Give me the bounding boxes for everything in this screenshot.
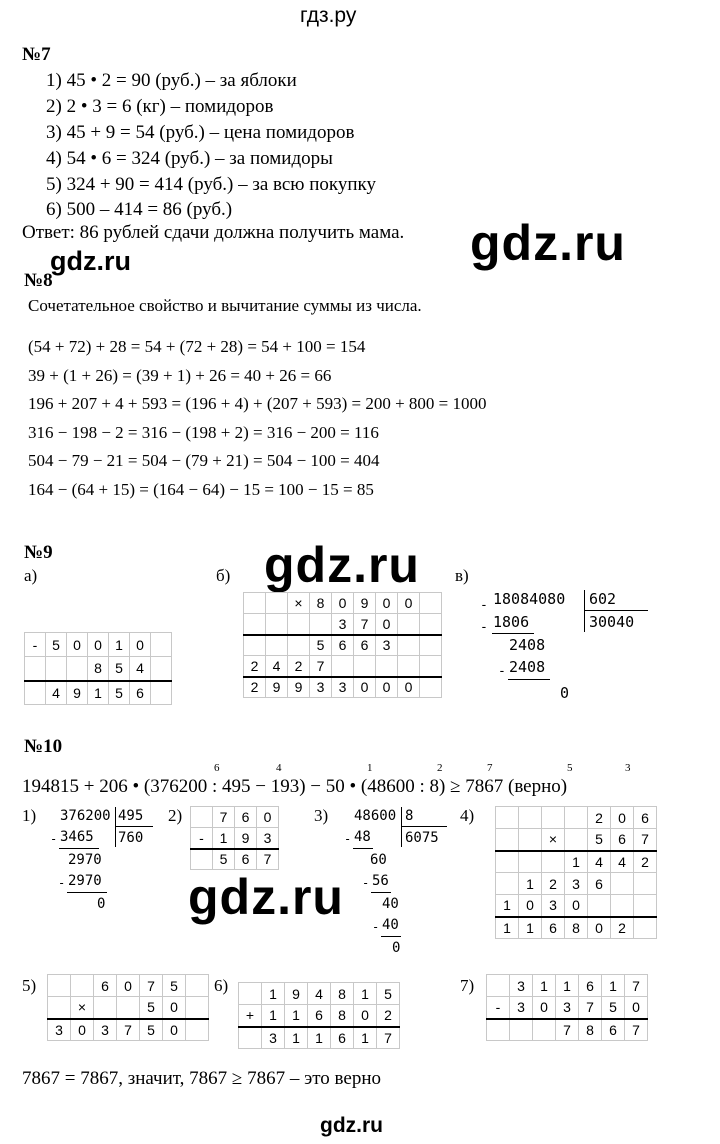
order-mark: 3 xyxy=(625,762,631,774)
digit: 9 xyxy=(235,828,257,849)
subtrahend: 40 xyxy=(382,917,399,933)
digit: 2 xyxy=(244,656,266,677)
t9b-multiplication-grid xyxy=(243,592,442,698)
quotient: 30040 xyxy=(589,613,635,631)
digit: 9 xyxy=(354,593,376,614)
digit: 5 xyxy=(109,681,130,705)
watermark-small-1: gdz.ru xyxy=(50,246,131,276)
digit: 7 xyxy=(117,1019,140,1041)
digit: 0 xyxy=(376,677,398,698)
digit: 1 xyxy=(602,975,625,997)
t10-d6-addition-grid xyxy=(238,982,400,1049)
digit: 2 xyxy=(244,677,266,698)
task-8-title: №8 xyxy=(24,270,53,291)
digit: 2 xyxy=(377,1005,400,1027)
dividend: 18084080 xyxy=(493,590,566,608)
t7-line-2: 2) 2 • 3 = 6 (кг) – помидоров xyxy=(46,96,274,117)
t9-label-a: а) xyxy=(24,566,38,585)
t7-answer: Ответ: 86 рублей сдачи должна получить мама. xyxy=(22,222,405,243)
t7-line-5: 5) 324 + 90 = 414 (руб.) – за всю покупку xyxy=(46,174,377,195)
digit: 4 xyxy=(588,851,611,873)
divisor: 495 xyxy=(118,808,144,824)
digit: 4 xyxy=(266,656,288,677)
digit: 9 xyxy=(67,681,88,705)
digit: 6 xyxy=(130,681,151,705)
digit: 1 xyxy=(213,828,235,849)
digit: 1 xyxy=(519,917,542,939)
remainder: 0 xyxy=(97,896,106,912)
watermark-big-3: gdz.ru xyxy=(188,869,344,925)
t10-label-5: 5) xyxy=(22,976,37,995)
digit: 8 xyxy=(331,1005,354,1027)
digit: 5 xyxy=(163,975,186,997)
digit: 8 xyxy=(565,917,588,939)
digit: 6 xyxy=(542,917,565,939)
remainder-step: 2408 xyxy=(509,636,546,654)
divisor: 602 xyxy=(589,590,617,608)
t10-label-1: 1) xyxy=(22,806,37,825)
digit: 0 xyxy=(332,593,354,614)
t8-subtitle: Сочетательное свойство и вычитание суммы из числа. xyxy=(28,296,422,315)
digit: 6 xyxy=(634,807,657,829)
digit: 3 xyxy=(48,1019,71,1041)
minus-sign: - xyxy=(372,920,380,934)
digit: 7 xyxy=(625,1019,648,1041)
digit: 3 xyxy=(510,997,533,1019)
plus-sign: + xyxy=(239,1005,262,1027)
digit: 1 xyxy=(88,681,109,705)
task-10-title: №10 xyxy=(24,736,63,757)
t10-label-4: 4) xyxy=(460,806,475,825)
t7-line-6: 6) 500 – 414 = 86 (руб.) xyxy=(46,199,233,220)
digit: 6 xyxy=(588,873,611,895)
digit: 4 xyxy=(611,851,634,873)
digit: 7 xyxy=(625,975,648,997)
subtrahend: 2408 xyxy=(509,658,546,676)
digit: 9 xyxy=(285,983,308,1005)
remainder-step: 2970 xyxy=(68,852,102,868)
t8-line-1: (54 + 72) + 28 = 54 + (72 + 28) = 54 + 100 = 154 xyxy=(28,337,366,356)
order-mark: 6 xyxy=(214,762,220,774)
digit: 7 xyxy=(634,829,657,851)
order-mark: 1 xyxy=(367,762,373,774)
digit: 9 xyxy=(266,677,288,698)
minus-sign: - xyxy=(498,664,506,679)
digit: 1 xyxy=(285,1027,308,1049)
digit: 2 xyxy=(288,656,310,677)
digit: 7 xyxy=(310,656,332,677)
digit: 5 xyxy=(602,997,625,1019)
digit: 3 xyxy=(510,975,533,997)
t10-expression: 194815 + 206 • (376200 : 495 − 193) − 50 • (48600 : 8) ≥ 7867 (верно) xyxy=(22,776,568,797)
digit: 5 xyxy=(109,657,130,681)
remainder-step: 60 xyxy=(370,852,387,868)
digit: 2 xyxy=(588,807,611,829)
digit: 5 xyxy=(140,1019,163,1041)
digit: 1 xyxy=(354,1027,377,1049)
digit: 7 xyxy=(556,1019,579,1041)
digit: 3 xyxy=(332,614,354,635)
times-sign: × xyxy=(288,593,310,614)
subtrahend: 48 xyxy=(354,829,371,845)
t9a-subtraction-grid xyxy=(24,632,172,705)
digit: 1 xyxy=(519,873,542,895)
digit: 0 xyxy=(67,633,88,657)
times-sign: × xyxy=(542,829,565,851)
digit: 5 xyxy=(213,849,235,870)
digit: 1 xyxy=(262,1005,285,1027)
digit: 1 xyxy=(262,983,285,1005)
t8-line-2: 39 + (1 + 26) = (39 + 1) + 26 = 40 + 26 = 66 xyxy=(28,366,332,385)
digit: 1 xyxy=(496,917,519,939)
digit: 8 xyxy=(310,593,332,614)
digit: 0 xyxy=(519,895,542,917)
digit: 0 xyxy=(565,895,588,917)
subtrahend: 56 xyxy=(372,873,389,889)
digit: 6 xyxy=(94,975,117,997)
minus-sign: - xyxy=(50,832,58,846)
dividend: 48600 xyxy=(354,808,397,824)
minus-sign: - xyxy=(344,832,352,846)
digit: 0 xyxy=(163,997,186,1019)
digit: 3 xyxy=(376,635,398,656)
order-mark: 4 xyxy=(276,762,282,774)
t7-line-4: 4) 54 • 6 = 324 (руб.) – за помидоры xyxy=(46,148,333,169)
digit: 3 xyxy=(542,895,565,917)
digit: 7 xyxy=(354,614,376,635)
digit: 3 xyxy=(310,677,332,698)
digit: 8 xyxy=(88,657,109,681)
digit: 4 xyxy=(46,681,67,705)
t10-d4-multiplication-grid xyxy=(495,806,657,939)
digit: 1 xyxy=(354,983,377,1005)
digit: 1 xyxy=(556,975,579,997)
digit: 1 xyxy=(109,633,130,657)
minus-sign: - xyxy=(191,828,213,849)
order-mark: 2 xyxy=(437,762,443,774)
digit: 6 xyxy=(354,635,376,656)
digit: 0 xyxy=(611,807,634,829)
digit: 7 xyxy=(213,807,235,828)
digit: 3 xyxy=(565,873,588,895)
digit: 0 xyxy=(354,1005,377,1027)
t8-line-6: 164 − (64 + 15) = (164 − 64) − 15 = 100 − 15 = 85 xyxy=(28,480,374,499)
digit: 1 xyxy=(533,975,556,997)
digit: 9 xyxy=(288,677,310,698)
quotient: 760 xyxy=(118,830,144,846)
digit: 5 xyxy=(46,633,67,657)
t9-label-b: б) xyxy=(216,566,231,585)
remainder: 0 xyxy=(560,684,570,702)
t10-label-2: 2) xyxy=(168,806,183,825)
watermark-big-1: gdz.ru xyxy=(470,215,626,271)
t7-line-1: 1) 45 • 2 = 90 (руб.) – за яблоки xyxy=(46,70,297,91)
digit: 3 xyxy=(332,677,354,698)
order-mark: 5 xyxy=(567,762,573,774)
digit: 4 xyxy=(308,983,331,1005)
digit: 5 xyxy=(377,983,400,1005)
minus-sign: - xyxy=(480,620,488,635)
digit: 0 xyxy=(257,807,279,828)
digit: 6 xyxy=(611,829,634,851)
t7-line-3: 3) 45 + 9 = 54 (руб.) – цена помидоров xyxy=(46,122,355,143)
digit: 6 xyxy=(331,1027,354,1049)
digit: 6 xyxy=(235,849,257,870)
minus-sign: - xyxy=(362,876,370,890)
t9-label-c: в) xyxy=(455,566,469,585)
t8-line-4: 316 − 198 − 2 = 316 − (198 + 2) = 316 − 200 = 116 xyxy=(28,423,379,442)
subtrahend: 3465 xyxy=(60,829,94,845)
digit: 2 xyxy=(542,873,565,895)
t8-line-5: 504 − 79 − 21 = 504 − (79 + 21) = 504 − 100 = 404 xyxy=(28,451,380,470)
dividend: 376200 xyxy=(60,808,111,824)
t10-label-6: 6) xyxy=(214,976,229,995)
digit: 6 xyxy=(308,1005,331,1027)
digit: 0 xyxy=(88,633,109,657)
digit: 7 xyxy=(140,975,163,997)
footer-watermark: gdz.ru xyxy=(320,1114,383,1137)
times-sign: × xyxy=(71,997,94,1019)
digit: 0 xyxy=(398,593,420,614)
digit: 0 xyxy=(376,593,398,614)
digit: 0 xyxy=(588,917,611,939)
digit: 2 xyxy=(634,851,657,873)
site-header: гдз.ру xyxy=(300,4,357,27)
digit: 0 xyxy=(533,997,556,1019)
digit: 7 xyxy=(257,849,279,870)
digit: 0 xyxy=(130,633,151,657)
digit: 1 xyxy=(308,1027,331,1049)
digit: 7 xyxy=(579,997,602,1019)
digit: 0 xyxy=(163,1019,186,1041)
digit: 0 xyxy=(117,975,140,997)
task-9-title: №9 xyxy=(24,542,53,563)
digit: 4 xyxy=(130,657,151,681)
divisor: 8 xyxy=(405,808,414,824)
minus-sign: - xyxy=(25,633,46,657)
digit: 6 xyxy=(579,975,602,997)
digit: 6 xyxy=(602,1019,625,1041)
digit: 0 xyxy=(376,614,398,635)
digit: 8 xyxy=(579,1019,602,1041)
digit: 1 xyxy=(496,895,519,917)
digit: 6 xyxy=(235,807,257,828)
digit: 3 xyxy=(556,997,579,1019)
digit: 0 xyxy=(398,677,420,698)
digit: 5 xyxy=(140,997,163,1019)
minus-sign: - xyxy=(58,876,66,890)
watermark-big-2: gdz.ru xyxy=(264,537,420,593)
subtrahend: 1806 xyxy=(493,613,530,631)
order-mark: 7 xyxy=(487,762,493,774)
digit: 3 xyxy=(94,1019,117,1041)
t10-label-3: 3) xyxy=(314,806,329,825)
digit: 2 xyxy=(611,917,634,939)
minus-sign: - xyxy=(480,598,488,613)
digit: 5 xyxy=(310,635,332,656)
digit: 0 xyxy=(71,1019,94,1041)
digit: 0 xyxy=(354,677,376,698)
t10-label-7: 7) xyxy=(460,976,475,995)
digit: 3 xyxy=(262,1027,285,1049)
digit: 1 xyxy=(285,1005,308,1027)
t10-d7-subtraction-grid xyxy=(486,974,648,1041)
remainder-step: 40 xyxy=(382,896,399,912)
t8-line-3: 196 + 207 + 4 + 593 = (196 + 4) + (207 + 593) = 200 + 800 = 1000 xyxy=(28,394,487,413)
digit: 8 xyxy=(331,983,354,1005)
quotient: 6075 xyxy=(405,830,439,846)
digit: 3 xyxy=(257,828,279,849)
digit: 6 xyxy=(332,635,354,656)
t10-conclusion: 7867 = 7867, значит, 7867 ≥ 7867 – это верно xyxy=(22,1068,382,1089)
t10-d5-multiplication-grid xyxy=(47,974,209,1041)
minus-sign: - xyxy=(487,997,510,1019)
remainder: 0 xyxy=(392,940,401,956)
digit: 0 xyxy=(625,997,648,1019)
digit: 1 xyxy=(565,851,588,873)
digit: 5 xyxy=(588,829,611,851)
t10-d2-subtraction-grid xyxy=(190,806,279,870)
subtrahend: 2970 xyxy=(68,873,102,889)
task-7-title: №7 xyxy=(22,44,51,65)
digit: 7 xyxy=(377,1027,400,1049)
